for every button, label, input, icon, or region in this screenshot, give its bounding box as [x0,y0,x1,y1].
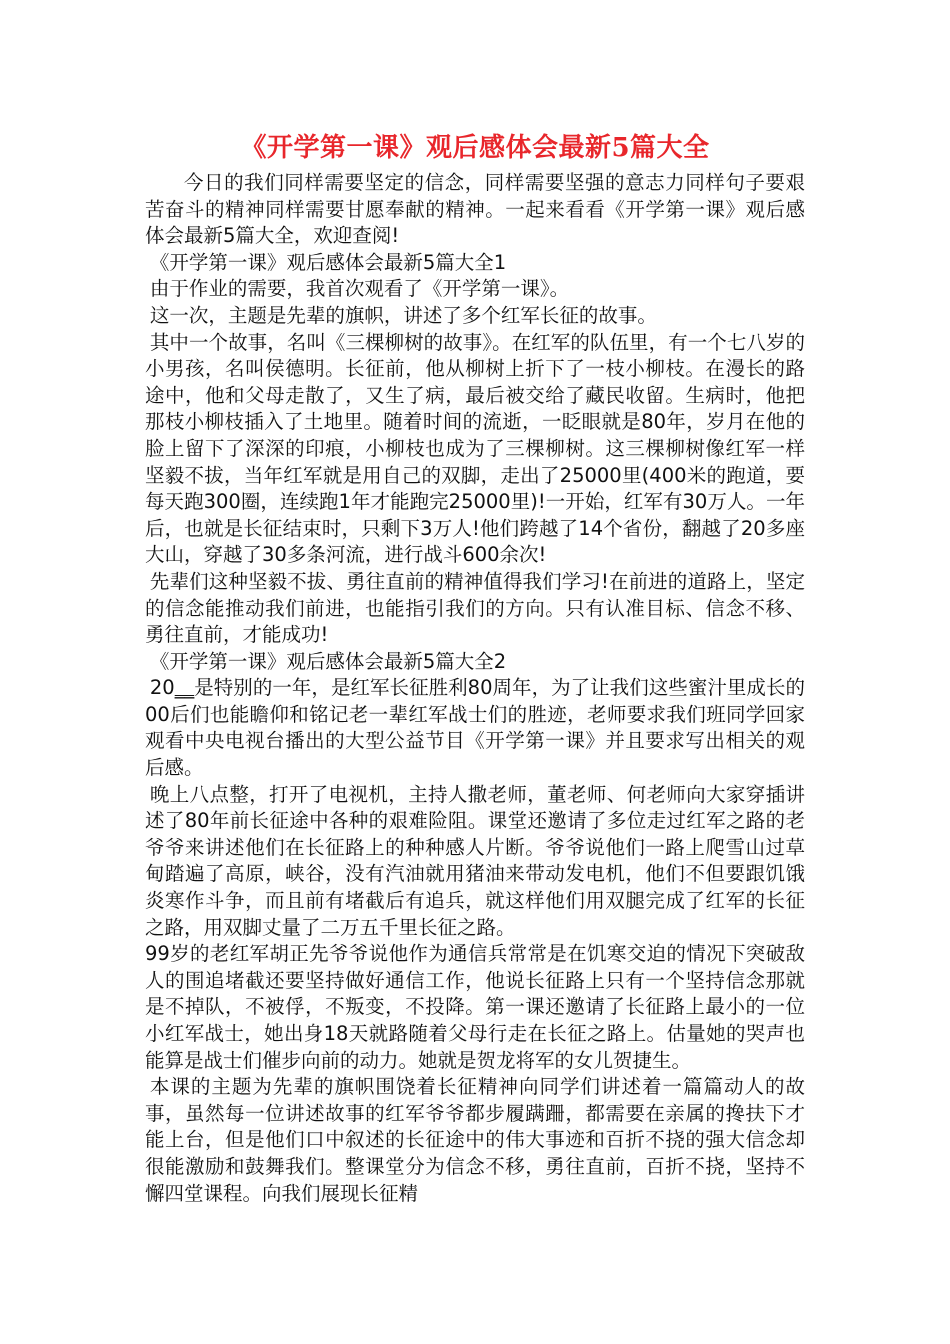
section-1-heading: 《开学第一课》观后感体会最新5篇大全1 [149,250,507,274]
section-2-paragraph-1-text: 是特别的一年，是红军长征胜利80周年，为了让我们这些蜜汁里成长的00后们也能瞻仰和铭记老一辈红军战士们的胜迹，老师要求我们班同学回家观看中央电视台播出的大型公益节目《开学第一课》并且要求写出相关的观后感。 [145,676,805,780]
year-blank: __ [174,676,195,700]
section-1-paragraph-2: 这一次，主题是先辈的旗帜，讲述了多个红军长征的故事。 [149,303,657,327]
section-2-paragraph-3: 99岁的老红军胡正先爷爷说他作为通信兵常常是在饥寒交迫的情况下突破敌人的围追堵截还要坚持做好通信工作，他说长征路上只有一个坚持信念那就是不掉队，不被俘，不叛变，不投降。第一课还邀请了长征路上最小的一位小红军战士，她出身18天就路随着父母行走在长征之路上。估量她的哭声也能算是战士们催步向前的动力。她就是贺龙将军的女儿贺捷生。 [145,942,805,1072]
section-1-paragraph-3: 其中一个故事，名叫《三棵柳树的故事》。在红军的队伍里，有一个七八岁的小男孩，名叫侯德明。长征前，他从柳树上折下了一枝小柳枝。在漫长的路途中，他和父母走散了，又生了病，最后被交给了藏民收留。生病时，他把那枝小柳枝插入了土地里。随着时间的流逝，一眨眼就是80年，岁月在他的脸上留下了深深的印痕，小柳枝也成为了三棵柳树。这三棵柳树像红军一样坚毅不拔，当年红军就是用自己的双脚，走出了25000里(400米的跑道，要每天跑300圈，连续跑1年才能跑完25000里)!一开始，红军有30万人。一年后，也就是长征结束时，只剩下3万人!他们跨越了14个省份，翻越了20多座大山，穿越了30多条河流，进行战斗600余次! [145,330,805,567]
intro-paragraph: 今日的我们同样需要坚定的信念，同样需要坚强的意志力同样句子要艰苦奋斗的精神同样需要甘愿奉献的精神。一起来看看《开学第一课》观后感体会最新5篇大全，欢迎查阅! [145,171,805,248]
document-body [145,170,805,1207]
section-2-paragraph-2: 晚上八点整，打开了电视机，主持人撒老师，董老师、何老师向大家穿插讲述了80年前长征途中各种的艰难险阻。课堂还邀请了多位走过红军之路的老爷爷来讲述他们在长征路上的种种感人片断。爷爷说他们一路上爬雪山过草甸踏遍了高原，峡谷，没有汽油就用猪油来带动发电机，他们不但要跟饥饿炎寒作斗争，而且前有堵截后有追兵，就这样他们用双腿完成了红军的长征之路，用双脚丈量了二万五千里长征之路。 [145,782,805,939]
section-2-paragraph-4: 本课的主题为先辈的旗帜围饶着长征精神向同学们讲述着一篇篇动人的故事，虽然每一位讲述故事的红军爷爷都步履蹒跚，都需要在亲属的搀扶下才能上台，但是他们口中叙述的长征途中的伟大事迹和百折不挠的强大信念却很能激励和鼓舞我们。整课堂分为信念不移，勇往直前，百折不挠，坚持不懈四堂课程。向我们展现长征精 [145,1075,805,1205]
section-2-heading: 《开学第一课》观后感体会最新5篇大全2 [149,649,507,673]
section-1-paragraph-4: 先辈们这种坚毅不拔、勇往直前的精神值得我们学习!在前进的道路上，坚定的信念能推动我们前进，也能指引我们的方向。只有认准目标、信念不移、勇往直前，才能成功! [145,569,805,647]
section-1-paragraph-1: 由于作业的需要，我首次观看了《开学第一课》。 [149,277,570,301]
section-2-paragraph-1 [145,675,805,781]
document-title: 《开学第一课》观后感体会最新5篇大全 [240,133,710,163]
year-prefix: 20 [149,676,175,700]
